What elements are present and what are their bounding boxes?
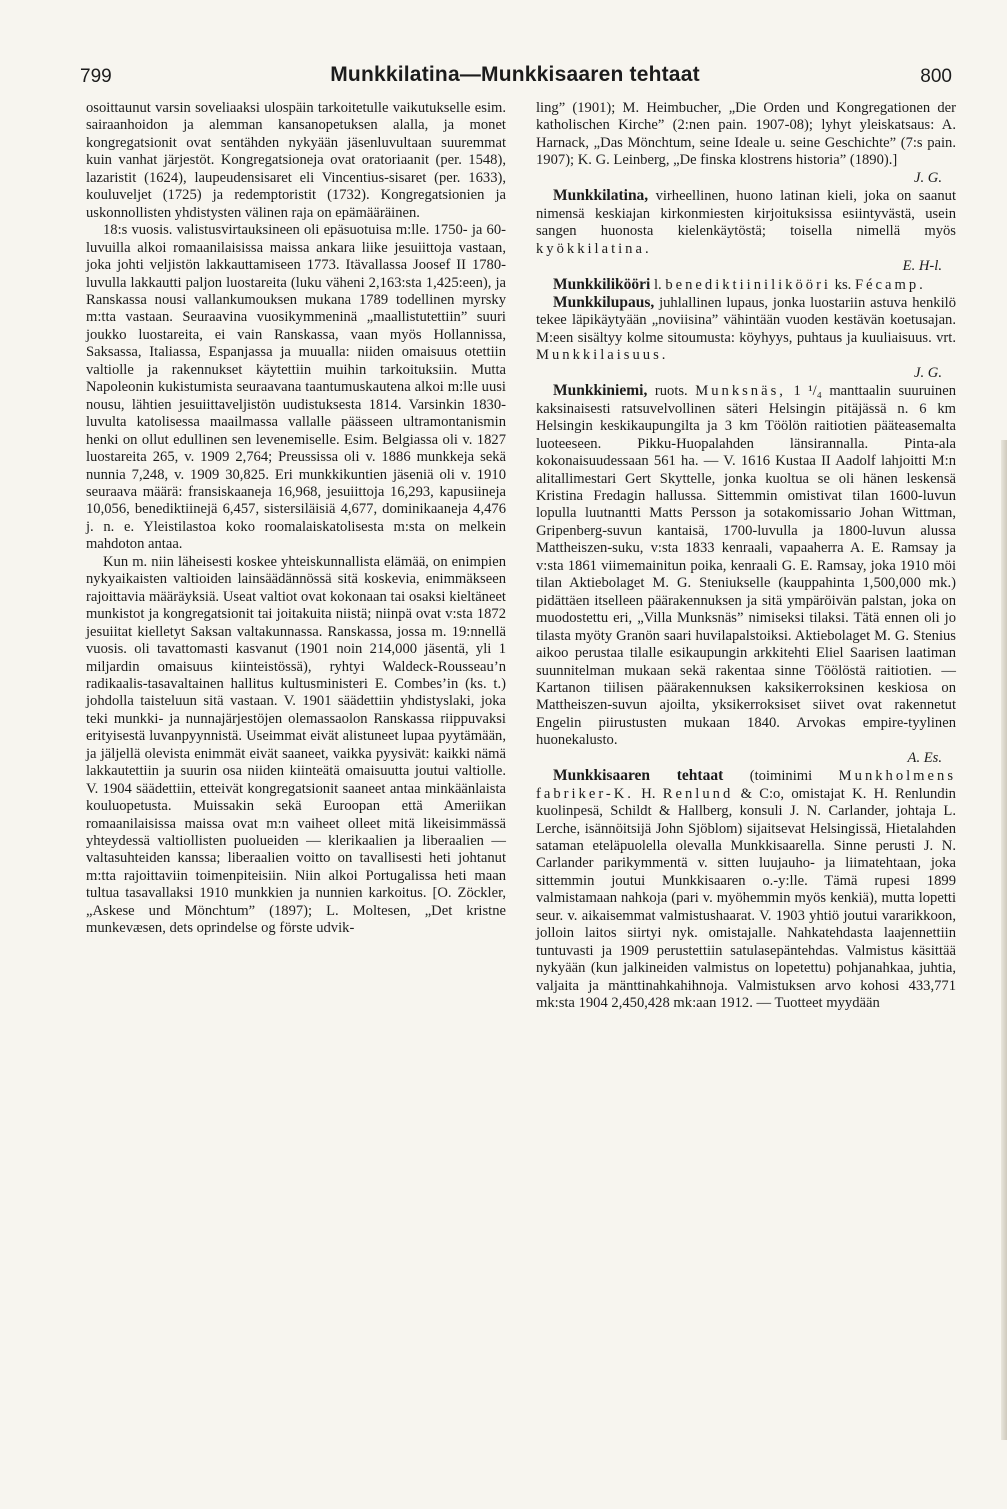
page-number-right: 800 [920, 66, 952, 87]
left-column [86, 100, 506, 938]
spaced-term: benediktiinilikööri [665, 276, 831, 293]
entry-headword: Munkkilatina, [553, 187, 649, 205]
spaced-term: Munksnäs, [695, 383, 786, 400]
spaced-term: Munkkilaisuus. [536, 347, 669, 364]
spaced-term: kyökkilatina. [536, 240, 652, 257]
right-column [536, 100, 956, 1013]
page-number-left: 799 [80, 66, 112, 87]
spaced-term: Munkholmens fabriker-K. [536, 768, 956, 802]
author-signature: J. G. [914, 169, 942, 186]
spaced-term: Fécamp. [854, 276, 926, 293]
page-header [80, 60, 950, 94]
spaced-term: Renlund [662, 785, 734, 802]
entry-munkkilikoori: Munkkilikööri l. benediktiinilikööri ks. Fécamp. [553, 275, 926, 293]
paragraph: Kun m. niin läheisesti koskee yhteiskunnallista elämää, on enimpien nykyaikaisten valtioiden lainsäädännössä sitä koskevia, enimmäkseen rajoittavia määräyksiä. Useat valtiot ovat kokonaan tai osaksi kieltäneet munkistot ja kongregatsionit tai joitakuita niistä; niinpä ovat v:sta 1872 jesuiitat kielletyt Saksan valtakunnassa. Ranskassa, jossa m. 19:nnellä vuosis. oli tavattomasti kasvanut (1901 noin 214,000 jäsentä, yli 1 miljardin omaisuus kiinteistössä), ryhtyi Waldeck-Rousseau’n radikaalis-tasavaltainen hallitus kultusministeri E. Combes’in (ks. t.) johdolla taisteluun sitä vastaan. V. 1901 säädettiin yhdistyslaki, joka teki munkki- ja nunnajärjestöjen olemassaolon Ranskassa riippuvaksi erityisestä luvanpyynnistä. Useimmat eivät alistuneet lupaa pyytämään, ja jäljellä olevista enimmät eivät saaneet, vaikka pyysivät: kaikki nämä lakkautettiin ja suurin osa niiden kiinteätä omaisuutta joutui valtiolle. V. 1904 säädettiin, etteivät kongregatsionit saaneet antaa minkäänlaista kouluopetusta. Muissakin sekä Euroopan että Ameriikan romaanilaisissa maissa ovat m:n vaiheet olleet mitä likeisimmässä yhteydessä valtiollisten puolueiden — klerikaalien ja liberaalien — valtasuhteiden kanssa; liberaalien voitto on tavallisesti heti johtanut m:tta rajoittaviin toimenpiteisiin. Niin alkoi Portugalissa heti maan tultua tasavallaksi 1910 munkkien ja nunnien karkoitus. [O. Zöckler, „Askese und Mönchtum” (1897); L. Moltesen, „Det kristne munkevæsen, dets oprindelse og förste udvik- [86, 553, 506, 937]
entry-munkkilupaus: Munkkilupaus, juhlallinen lupaus, jonka luostariin astuva henkilö tekee läpikäytyään „noviisina” vähintään vuoden kestävän koetusajan. M:een sisältyy kolme sitoumusta: köyhyys, puhtaus ja kuuliaisuus. vrt. Munkkilaisuus. [536, 293, 956, 364]
paragraph: 18:s vuosis. valistusvirtauksineen oli epäsuotuisa m:lle. 1750- ja 60-luvuilla alkoi romaanilaisissa maissa ankara liike jesuiittoja vastaan, joka johti veljistön lakkauttamiseen 1773. Itävallassa Joosef II 1780-luvulla lakkautti paljon luostareita (luku väheni 2,163:sta 1,425:een), ja Ranskassa nousi vallankumouksen mukana 1789 todellinen myrsky m:tta vastaan. Seuraavina vuosikymmeninä „maallistutettiin” suuri joukko luostareita, ei vain Ranskassa, vaan myös Hollannissa, Saksassa, Italiassa, Espanjassa ja muualla: niiden omaisuus otettiin valtiolle ja rakennukset käytettiin muihin tarkoituksiin. Mutta Napoleonin kukistumista seuraavana taantumuskautena alkoi m:lle uusi nousu, lähtien jesuiittaveljistön uudistuksesta 1814. Varsinkin 1830-luvulta katolisessa maailmassa vallalle päässeen ultramontanismin henki on ollut edullinen sen levenemiselle. Esim. Belgiassa oli v. 1827 luostareita 265, v. 1909 2,764; Preussissa oli v. 1886 munkkeja sekä nunnia 7,248, v. 1909 30,825. Eri munkkikuntien jäseniä oli v. 1910 seuraava määrä: fransiskaaneja 16,968, jesuiittoja 16,293, kapusiineja 10,056, benediktiinejä 6,457, sistersiläisiä 4,677, dominikaaneja 4,476 j. n. e. Yleistilastoa koko roomalaiskatolisesta m:sta on melkein mahdoton antaa. [86, 222, 506, 553]
author-signature: E. H-l. [902, 258, 942, 275]
entry-headword: Munkkilikööri [553, 275, 651, 293]
paragraph: ling” (1901); M. Heimbucher, „Die Orden und Kongregationen der katholischen Kirche” (2:nen pain. 1907-08); lyhyt yleiskatsaus: A. Harnack, „Das Mönchtum, seine Ideale u. seine Geschichte” (7:s pain. 1907); K. G. Leinberg, „De finska klostrens historia” (1890).] [536, 100, 956, 169]
author-signature: A. Es. [907, 749, 942, 766]
page-title: Munkkilatina—Munkkisaaren tehtaat [330, 63, 700, 86]
entry-headword: Munkkisaaren tehtaat [553, 767, 724, 785]
entry-munkkiniemi: Munkkiniemi, ruots. Munksnäs, 1 ¹/₄ manttaalin suuruinen kaksinaisesti ratsuvelvollinen säteri Helsingin pitäjässä n. 6 km Helsingin keskikaupungilta ja 3 km Töölön raitiotien pääteasemalta luoteeseen. Pikku-Huopalahden länsirannalla. Pinta-ala kokonaisuudessaan 561 ha. — V. 1616 Kustaa II Aadolf lahjoitti M:n alitallimestari Gert Skyttelle, jonka kuoltua se oli hänen leskensä Kristina Fredagin hallussa. Sittemmin omistivat tilan 1600-luvun lopulla luutnantti Matts Persson ja sotakomissario Johan Wittman, Gripenberg-suvun kantaisä, 1700-luvulla ja 1800-luvun alussa Mattheiszen-suku, v:sta 1833 kenraali, vapaaherra A. E. Ramsay ja v:sta 1861 viimemainitun poika, kenraali G. E. Ramsay, joka 1910 möi tilan Aktiebolaget M. G. Steniukselle (kauppahinta 1,500,000 mk.) pidättäen itselleen päärakennuksen ja sitä ympäröivän palstan, joka on muodostettu eri, „Villa Munksnäs” nimiseksi tilaksi. Tätä ennen oli jo tilasta myöty Granön saari huvilapalstoiksi. Aktiebolaget M. G. Stenius aikoo perustaa tilalle esikaupungin arkkitehti Eliel Saarisen laatiman suunnitelman mukaan sekä rakentaa sinne Töölöstä raitiotien. — Kartanon tiilisen päärakennuksen kaksikerroksinen keskiosa on Mattheiszen-suvun ajoilta, yksikerroksiset siivet ovat rakennetut Engelin piirustusten mukaan 1840. Arvokas empire-tyylinen huonekalusto. [536, 382, 957, 749]
entry-munkkilatina: Munkkilatina, virheellinen, huono latinan kieli, joka on saanut nimensä keskiajan kirkonmiesten kirjoituksissa esiintyvästä, usein sangen huonosta kielenkäytöstä; toisella nimellä myös kyökkilatina. [536, 187, 956, 257]
entry-headword: Munkkiniemi, [553, 382, 648, 400]
entry-headword: Munkkilupaus, [553, 293, 655, 311]
entry-munkkisaaren-tehtaat: Munkkisaaren tehtaat (toiminimi Munkholmens fabriker-K. H. Renlund & C:o, omistajat K. H. Renlundin kuolinpesä, Schildt & Hallberg, konsuli J. N. Carlander, johtaja L. Lerche, isännöitsijä John Sjöblom) sijaitsevat Helsingissä, Hietalahden sataman eteläpuolella olevalla Munkkisaarella. Sinne perusti J. N. Carlander parikymmentä v. sitten luujauho- ja liimatehtaan, joka sittemmin joutui Munkkisaaren o.-y:lle. Tämä rupesi 1899 valmistamaan nahkoja (pari v. myöhemmin myös kenkiä), mutta lopetti seur. v. aikaisemmat valmistushaarat. V. 1903 yhtiö joutui vararikkoon, jolloin laitos siirtyi nyk. omistajalle. Nahkatehdasta laajennettiin tuntuvasti ja 1909 perustettiin satulasepäntehdas. Valmistus käsittää nykyään (kun jalkineiden valmistus on lopetettu) pohjanahkaa, juhtia, valjaita ja mänttinahkahihnoja. Valmistuksen arvo kohosi 433,771 mk:sta 1904 2,450,428 mk:aan 1912. — Tuotteet myydään [536, 767, 956, 1012]
page-edge-shadow [1001, 440, 1007, 1440]
author-signature: J. G. [914, 364, 942, 381]
paragraph: osoittaunut varsin soveliaaksi ulospäin tarkoitetulle vaikutukselle esim. sairaanhoidon ja alemman kansanopetuksen alalla, ja monet kongregatsionit ovat sentähden nykyään jäsenluvultaan suuremmat kuin vanhat järjestöt. Kongregatsioneja ovat oratoriaanit (per. 1548), lazaristit (1624), laupeudensisaret eli Vincentius-sisaret (per. 1633), kouluveljet (1725) ja redemptoristit (1732). Kongregatsionien ja uskonnollisten yhdistysten välinen raja on epämääräinen. [86, 100, 506, 221]
